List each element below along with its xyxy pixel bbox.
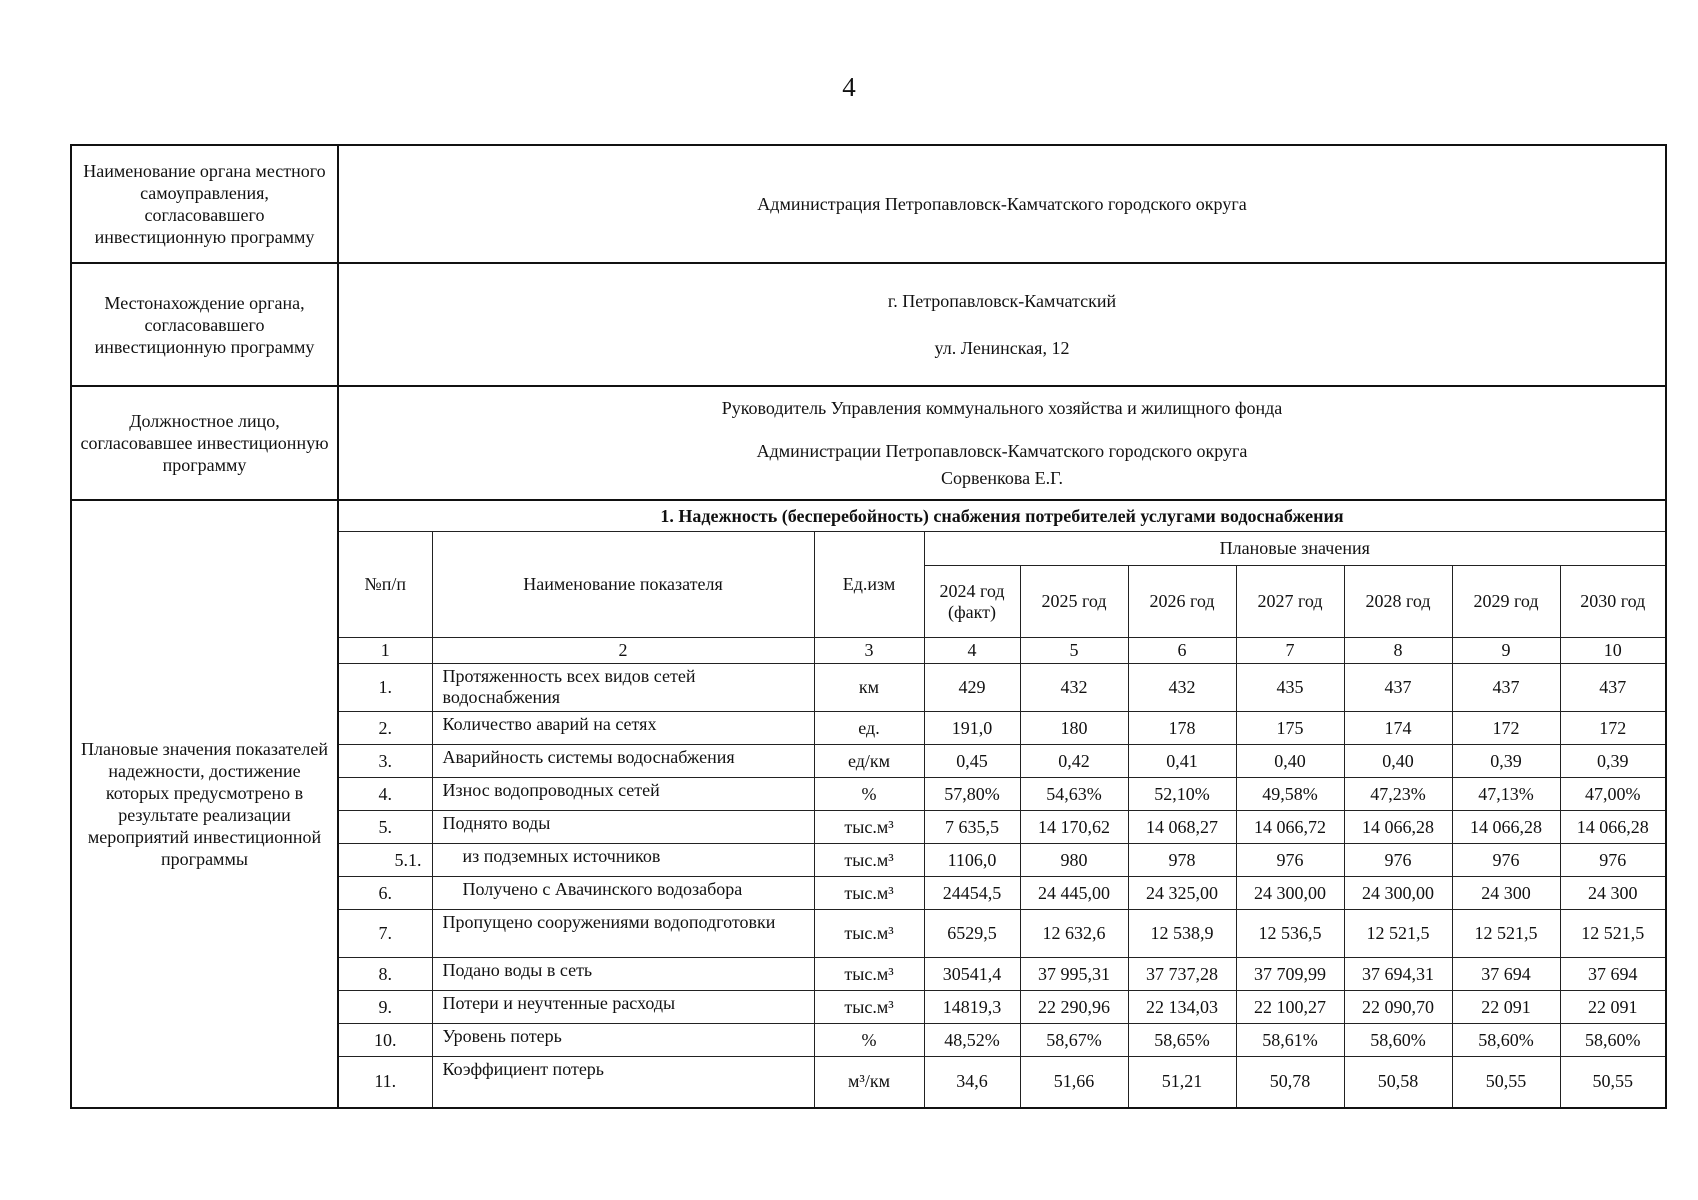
header-year: 2028 год — [1344, 566, 1452, 638]
indicator-value: 0,42 — [1020, 745, 1128, 778]
indicator-name: Износ водопроводных сетей — [432, 778, 814, 811]
indicator-value: 47,13% — [1452, 778, 1560, 811]
indicator-row — [339, 1057, 1665, 1107]
indicator-value: 37 737,28 — [1128, 958, 1236, 991]
column-number: 4 — [924, 638, 1020, 664]
indicator-number: 5.1. — [339, 844, 432, 877]
column-number: 7 — [1236, 638, 1344, 664]
indicator-value: 24 445,00 — [1020, 877, 1128, 910]
indicator-value: 58,60% — [1452, 1024, 1560, 1057]
indicator-value: 14 066,72 — [1236, 811, 1344, 844]
indicator-value: 58,60% — [1344, 1024, 1452, 1057]
indicator-value: 429 — [924, 664, 1020, 712]
location-value — [338, 263, 1666, 386]
indicator-name: Уровень потерь — [432, 1024, 814, 1057]
indicator-value: 437 — [1560, 664, 1665, 712]
indicator-value: 22 290,96 — [1020, 991, 1128, 1024]
indicator-value: 58,65% — [1128, 1024, 1236, 1057]
indicator-value: 976 — [1452, 844, 1560, 877]
indicator-value: 14 170,62 — [1020, 811, 1128, 844]
official-row — [71, 386, 1666, 500]
approving-body-name: Администрация Петропавловск-Камчатского городского округа — [757, 193, 1247, 214]
indicator-unit: тыс.м³ — [814, 991, 924, 1024]
indicator-value: 50,55 — [1452, 1057, 1560, 1107]
indicator-value: 37 709,99 — [1236, 958, 1344, 991]
indicator-name: Получено с Авачинского водозабора — [432, 877, 814, 910]
indicators-row — [71, 500, 1666, 1108]
header-unit: Ед.изм — [814, 532, 924, 638]
location-city: г. Петропавловск-Камчатский — [887, 290, 1117, 311]
indicator-value: 24 325,00 — [1128, 877, 1236, 910]
indicator-unit: м³/км — [814, 1057, 924, 1107]
column-number: 6 — [1128, 638, 1236, 664]
indicator-value: 12 632,6 — [1020, 910, 1128, 958]
indicator-value: 6529,5 — [924, 910, 1020, 958]
indicators-table — [339, 501, 1665, 1107]
indicators-body — [339, 501, 1665, 1107]
indicator-value: 12 521,5 — [1344, 910, 1452, 958]
indicator-number: 5. — [339, 811, 432, 844]
indicator-value: 0,39 — [1560, 745, 1665, 778]
indicator-value: 50,55 — [1560, 1057, 1665, 1107]
indicator-number: 8. — [339, 958, 432, 991]
indicator-value: 22 091 — [1452, 991, 1560, 1024]
indicator-value: 47,00% — [1560, 778, 1665, 811]
indicator-value: 14 066,28 — [1452, 811, 1560, 844]
indicator-value: 432 — [1020, 664, 1128, 712]
indicator-unit: тыс.м³ — [814, 910, 924, 958]
indicator-value: 178 — [1128, 712, 1236, 745]
column-numbers-row — [339, 638, 1665, 664]
indicator-value: 24 300 — [1452, 877, 1560, 910]
header-year: 2029 год — [1452, 566, 1560, 638]
indicator-row — [339, 811, 1665, 844]
header-plan: Плановые значения — [924, 532, 1665, 566]
indicator-value: 437 — [1452, 664, 1560, 712]
header-name: Наименование показателя — [432, 532, 814, 638]
indicator-value: 37 694,31 — [1344, 958, 1452, 991]
indicator-value: 22 100,27 — [1236, 991, 1344, 1024]
indicator-number: 6. — [339, 877, 432, 910]
indicator-value: 22 134,03 — [1128, 991, 1236, 1024]
indicator-value: 12 538,9 — [1128, 910, 1236, 958]
indicator-value: 0,45 — [924, 745, 1020, 778]
indicator-value: 54,63% — [1020, 778, 1128, 811]
page-number: 4 — [842, 72, 856, 102]
indicator-value: 37 694 — [1560, 958, 1665, 991]
indicator-value: 980 — [1020, 844, 1128, 877]
indicator-number: 9. — [339, 991, 432, 1024]
indicator-value: 174 — [1344, 712, 1452, 745]
indicator-name: Потери и неучтенные расходы — [432, 991, 814, 1024]
indicator-number: 1. — [339, 664, 432, 712]
indicator-row — [339, 910, 1665, 958]
column-number: 1 — [339, 638, 432, 664]
indicator-row — [339, 1024, 1665, 1057]
indicator-value: 191,0 — [924, 712, 1020, 745]
indicator-value: 49,58% — [1236, 778, 1344, 811]
header-year: 2024 год (факт) — [924, 566, 1020, 638]
indicator-value: 0,41 — [1128, 745, 1236, 778]
indicator-value: 24 300,00 — [1236, 877, 1344, 910]
column-number: 5 — [1020, 638, 1128, 664]
indicator-number: 7. — [339, 910, 432, 958]
column-number: 8 — [1344, 638, 1452, 664]
indicator-value: 12 521,5 — [1452, 910, 1560, 958]
indicator-row — [339, 778, 1665, 811]
indicator-unit: км — [814, 664, 924, 712]
official-value — [338, 386, 1666, 500]
column-number: 10 — [1560, 638, 1665, 664]
official-label: Должностное лицо, согласовавшее инвестиционную программу — [71, 386, 338, 500]
indicator-value: 58,61% — [1236, 1024, 1344, 1057]
indicator-value: 22 091 — [1560, 991, 1665, 1024]
location-row — [71, 263, 1666, 386]
indicator-value: 37 995,31 — [1020, 958, 1128, 991]
indicator-value: 976 — [1344, 844, 1452, 877]
indicator-value: 976 — [1560, 844, 1665, 877]
indicator-value: 172 — [1452, 712, 1560, 745]
indicator-value: 12 521,5 — [1560, 910, 1665, 958]
header-year: 2026 год — [1128, 566, 1236, 638]
indicator-unit: % — [814, 1024, 924, 1057]
indicator-value: 58,67% — [1020, 1024, 1128, 1057]
approving-body-label: Наименование органа местного самоуправления, согласовавшего инвестиционную программу — [71, 145, 338, 263]
official-position: Руководитель Управления коммунального хозяйства и жилищного фонда — [721, 397, 1283, 418]
indicator-value: 432 — [1128, 664, 1236, 712]
indicator-value: 437 — [1344, 664, 1452, 712]
indicator-number: 2. — [339, 712, 432, 745]
indicator-value: 47,23% — [1344, 778, 1452, 811]
header-num: №п/п — [339, 532, 432, 638]
indicator-row — [339, 844, 1665, 877]
indicator-value: 57,80% — [924, 778, 1020, 811]
indicator-value: 14819,3 — [924, 991, 1020, 1024]
indicator-unit: тыс.м³ — [814, 958, 924, 991]
indicator-unit: тыс.м³ — [814, 844, 924, 877]
indicator-row — [339, 991, 1665, 1024]
header-year: 2027 год — [1236, 566, 1344, 638]
official-person: Сорвенкова Е.Г. — [941, 467, 1063, 488]
indicator-unit: ед/км — [814, 745, 924, 778]
indicator-value: 976 — [1236, 844, 1344, 877]
indicator-value: 0,40 — [1236, 745, 1344, 778]
approving-body-value — [338, 145, 1666, 263]
indicator-unit: тыс.м³ — [814, 811, 924, 844]
indicator-value: 52,10% — [1128, 778, 1236, 811]
section-title: 1. Надежность (бесперебойность) снабжения потребителей услугами водоснабжения — [339, 501, 1665, 532]
indicator-value: 24 300 — [1560, 877, 1665, 910]
indicator-number: 3. — [339, 745, 432, 778]
column-number: 3 — [814, 638, 924, 664]
indicator-value: 50,58 — [1344, 1057, 1452, 1107]
indicator-value: 34,6 — [924, 1057, 1020, 1107]
column-number: 9 — [1452, 638, 1560, 664]
indicator-value: 180 — [1020, 712, 1128, 745]
indicator-value: 24454,5 — [924, 877, 1020, 910]
indicator-number: 10. — [339, 1024, 432, 1057]
indicator-name: Подано воды в сеть — [432, 958, 814, 991]
indicator-row — [339, 712, 1665, 745]
official-organization: Администрации Петропавловск-Камчатского городского округа — [756, 440, 1248, 461]
column-number: 2 — [432, 638, 814, 664]
indicator-value: 1106,0 — [924, 844, 1020, 877]
indicator-number: 11. — [339, 1057, 432, 1107]
indicator-name: Протяженность всех видов сетей водоснабжения — [432, 664, 814, 712]
indicator-value: 0,40 — [1344, 745, 1452, 778]
indicator-value: 37 694 — [1452, 958, 1560, 991]
indicators-label: Плановые значения показателей надежности, достижение которых предусмотрено в результате реализации мероприятий инвестиционной программы — [71, 500, 338, 1108]
indicator-name: Пропущено сооружениями водоподготовки — [432, 910, 814, 958]
indicator-row — [339, 958, 1665, 991]
indicator-row — [339, 664, 1665, 712]
indicator-unit: % — [814, 778, 924, 811]
header-year: 2030 год — [1560, 566, 1665, 638]
indicator-value: 58,60% — [1560, 1024, 1665, 1057]
indicator-number: 4. — [339, 778, 432, 811]
indicator-value: 48,52% — [924, 1024, 1020, 1057]
indicator-value: 24 300,00 — [1344, 877, 1452, 910]
location-label: Местонахождение органа, согласовавшего инвестиционную программу — [71, 263, 338, 386]
indicator-value: 7 635,5 — [924, 811, 1020, 844]
indicator-row — [339, 877, 1665, 910]
location-street: ул. Ленинская, 12 — [934, 337, 1070, 358]
indicator-value: 14 066,28 — [1344, 811, 1452, 844]
approving-body-row — [71, 145, 1666, 263]
indicator-value: 51,66 — [1020, 1057, 1128, 1107]
indicator-value: 14 066,28 — [1560, 811, 1665, 844]
indicator-name: Аварийность системы водоснабжения — [432, 745, 814, 778]
header-year: 2025 год — [1020, 566, 1128, 638]
indicator-value: 978 — [1128, 844, 1236, 877]
indicator-unit: тыс.м³ — [814, 877, 924, 910]
investment-program-table — [70, 144, 1667, 1109]
indicator-value: 435 — [1236, 664, 1344, 712]
indicator-value: 0,39 — [1452, 745, 1560, 778]
indicator-value: 50,78 — [1236, 1057, 1344, 1107]
indicator-value: 12 536,5 — [1236, 910, 1344, 958]
indicator-value: 51,21 — [1128, 1057, 1236, 1107]
indicators-cell — [338, 500, 1666, 1108]
indicator-row — [339, 745, 1665, 778]
indicator-name: из подземных источников — [432, 844, 814, 877]
indicator-value: 172 — [1560, 712, 1665, 745]
indicator-value: 14 068,27 — [1128, 811, 1236, 844]
indicator-unit: ед. — [814, 712, 924, 745]
indicator-name: Количество аварий на сетях — [432, 712, 814, 745]
indicator-name: Поднято воды — [432, 811, 814, 844]
indicator-value: 30541,4 — [924, 958, 1020, 991]
indicator-value: 175 — [1236, 712, 1344, 745]
indicator-name: Коэффициент потерь — [432, 1057, 814, 1107]
indicator-value: 22 090,70 — [1344, 991, 1452, 1024]
